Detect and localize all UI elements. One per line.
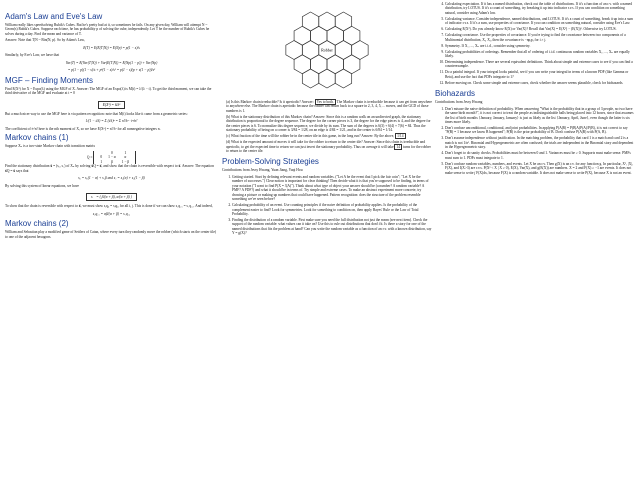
hex-tile bbox=[319, 69, 335, 88]
markov1-question: Find the stationary distribution s⃗ = (s₀, s₁) of Xₙ by solving s⃗Q = s⃗, and show that the chain is reversible with respect to s⃗. Answer: The equation s⃗Q = s⃗ says that bbox=[5, 164, 214, 173]
hex-tile bbox=[294, 55, 310, 74]
pss-item: 8. Symmetry. If X₁, ..., Xₙ are i.i.d., consider using symmetry. bbox=[445, 44, 634, 48]
hex-tile bbox=[302, 41, 318, 60]
markov2-intro: William and Sebastian play a modified game of Settlers of Catan, where every turn they randomly move the robber (which starts on the center tile) to one of the adjacent hexagons. bbox=[5, 230, 217, 239]
pss-item: 2. Calculating probability of an event. Use counting principles if the naive definition of probability applies. Is the probability of the complement easier to find? Look for symmetries. Look for something to condition on, then apply Bayes' Rule or the Law of Total Probability. bbox=[232, 203, 432, 216]
question-d-text: (d) What is the expected amount of moves it will take for the robber to return to the center tile? Answer: Since this chain is irreducible and aperiodic, to get the expected time to return we can just invert the stationary probability. Thus on average it will take bbox=[226, 140, 426, 149]
catan-hex-board bbox=[222, 0, 432, 100]
bio-list bbox=[435, 107, 634, 175]
pss-item: 6. Calculating E(X²). Do you already know E(X) or Var(X)? Recall that Var(X) = E(X²) − (E(X))². Otherwise try LOTUS. bbox=[445, 27, 634, 31]
question-d-rest: turns for the robber to return to the center tile. bbox=[226, 144, 431, 154]
question-a-text: (a) Is this Markov chain irreducible? Is it aperiodic? Answer: bbox=[226, 100, 314, 104]
question-c-boxed: 1/14 bbox=[397, 134, 404, 139]
question-d-boxed: 14 bbox=[396, 144, 401, 149]
markov1-stationary: s⃗ = ( β/(α + β), α/(α + β) ) bbox=[86, 193, 137, 201]
markov1-reversible: To show that the chain is reversible with respect to s⃗, we must show sᵢqᵢⱼ = sⱼqⱼᵢ for all i, j. This is done if we can show s₀q₀₁ = s₁q₁₀. And indeed, bbox=[5, 204, 213, 209]
column-left bbox=[5, 0, 218, 241]
adams-equation-mean: E(T) = E(E(T|N)) = E(Np) = p(1 − s)/s bbox=[83, 45, 140, 50]
bio-item: 4. Don't forget to do sanity checks. Probabilities must be between 0 and 1. Variances must be ≥ 0. Supports must make sense. PMFs must sum to 1. PDFs must integrate to 1. bbox=[445, 151, 634, 160]
adams-answer: Answer: Note that T|N ~ Bin(N, p). So by Adam's Law, bbox=[5, 38, 85, 43]
pss-item: 7. Calculating covariance. Use the properties of covariance. If you're trying to find the covariance between two components of a Multinomial distribution, Xᵢ, Xⱼ, then the covariance is −npᵢpⱼ for i ≠ j. bbox=[445, 33, 634, 42]
hex-tile bbox=[343, 55, 359, 74]
bio-item: 5. Don't confuse random variables, numbers, and events. Let X be an r.v. Then g(X) is an r.v. for any function g. In particular, X², |X|, F(X), and I(X>3) are r.v.s. P(X² < X | X ≥ 0), E(X), Var(X), and g(E(X)) are numbers. X = 2 and F(X) ≥ −1 are events. It does not make sense to write ∫ F(X)dx, because F(X) is a random variable. It does not make sense to write P(X), because X is not an event. bbox=[445, 162, 634, 175]
section-title-markov2: Markov chains (2) bbox=[5, 219, 69, 229]
column-middle bbox=[222, 0, 432, 237]
question-a-boxed: Yes to both. bbox=[316, 100, 334, 104]
transition-matrix bbox=[5, 151, 218, 164]
hex-tile bbox=[335, 69, 351, 88]
pss-item: 12. Before moving on. Check some simple and extreme cases, check whether the answer seems plausible, check for biohazards. bbox=[445, 81, 634, 85]
pss-contributors: Contributions from Jessy Hwang, Yuan Jiang, Yuqi Hou bbox=[222, 168, 303, 173]
mgf-boxed-result: E(X³) = 6/λ³ bbox=[98, 101, 126, 109]
hex-tile bbox=[311, 26, 327, 45]
column-right bbox=[435, 0, 634, 177]
markov1-intro: Suppose Xₙ is a two-state Markov chain with transition matrix bbox=[5, 144, 96, 149]
matrix-table bbox=[93, 151, 136, 164]
markov1-solve: By solving this system of linear equations, we have bbox=[5, 183, 79, 188]
eve-equation-1: Var(T) = E(Var(T|N)) + Var(E(T|N)) = E(Np(1 − p)) + Var(Np) bbox=[65, 60, 158, 65]
section-title-adams: Adam's Law and Eve's Law bbox=[5, 12, 103, 21]
question-c-text: (c) What fraction of the time will the robber be in the center tile in this game, in the long run? Answer: By the above, bbox=[226, 134, 395, 139]
question-c bbox=[226, 134, 432, 138]
section-title-mgf: MGF – Finding Moments bbox=[5, 75, 94, 85]
matrix-col-header: 1 bbox=[124, 150, 127, 155]
matrix-cell: 1 − α bbox=[108, 155, 116, 160]
markov1-detailed-balance: s₀q₀₁ = αβ/(α + β) = s₁q₁₀ bbox=[92, 211, 131, 216]
pss-item: 5. Calculating variance. Consider independence, named distributions, and LOTUS. If it's a count of something, break it up into a sum of indicator r.v.s. If it's a sum, use properties of covariance. If you can condition on something natural, consider using Eve's Law. bbox=[445, 17, 634, 26]
hex-tile bbox=[335, 12, 351, 31]
hex-tile bbox=[294, 26, 310, 45]
question-b bbox=[226, 115, 432, 133]
matrix-cell: β bbox=[110, 159, 113, 164]
hex-tile bbox=[327, 55, 343, 74]
bio-item: 2. Don't confuse unconditional, conditional, and joint probabilities. In applying P(A|B) = P(B|A)P(A)/P(B), it is not correct to say "P(B) = 1 because we know B happened"; P(B) is the prior probability of B. Don't confuse P(A|B) with P(A, B). bbox=[445, 126, 634, 135]
section-title-markov1: Markov chains (1) bbox=[5, 133, 69, 143]
question-a bbox=[226, 100, 432, 113]
hex-tile bbox=[335, 41, 351, 60]
pss-item: 1. Getting started. Start by defining relevant events and random variables. ("Let A be the event that I pick the fair coin"; "Let X be the number of successes.") Clear notion is important for clear thinking! Then decide what it is that you're supposed to be finding, in terms of your notation ("I want to find P(X = 3|A)"). Think about what type of object your answer should be (a number? A random variable? A PMF? A PDF?) and what it should be in terms of. Try simple and extreme cases. To make an abstract experiment more concrete, try drawing a picture or making up numbers that could have happened. Pattern recognition: does the structure of the problem resemble something we've seen before? bbox=[232, 175, 432, 202]
matrix-cell: α bbox=[124, 155, 127, 160]
adams-problem: William really likes speedsolving Rubik's Cubes. But he's pretty bad at it, so sometimes he fails. On any given day, William will attempt N ~ Geom(s) Rubik's Cubes. Suppose each time, he has probability p of solving the cube, independently. Let T be the number of Rubik's Cubes he solves during a day. Find the mean and variance of T. bbox=[5, 23, 210, 36]
bio-item: 3. Don't assume independence without justification. In the matching problem, the probability that card 1 is a match and card 2 is a match is not 1/n². Binomial and Hypergeometric are often confused; the trials are independent in the Binomial story and dependent in the Hypergeometric story. bbox=[445, 136, 634, 149]
pss-item: 4. Calculating expectation. If it has a named distribution, check out the table of distributions. If it's a function of an r.v. with a named distribution, try LOTUS. If it's a count of something, try breaking it up into indicator r.v.s. If you can condition on something natural, consider using Adam's law. bbox=[445, 2, 634, 15]
matrix-row-header: 1 bbox=[100, 159, 103, 164]
pss-item: 3. Finding the distribution of a random variable. First make sure you need the full distribution not just the mean (see next item). Check the support of the random variable: what values can it take on? Use this to rule out distributions that don't fit. Is there a story for one of the named distributions that fits the problem at hand? Can you write the random variable as a function of an r.v. with a known distribution, say Y = g(X)? bbox=[232, 218, 432, 236]
section-title-pss: Problem-Solving Strategies bbox=[222, 157, 319, 167]
hex-tile bbox=[302, 12, 318, 31]
pss-list bbox=[222, 175, 432, 236]
pss-item: 9. Calculating probabilities of orderings. Remember that all n! ordering of i.i.d. continuous random variables X₁, ..., Xₙ are equally likely. bbox=[445, 50, 634, 59]
hex-tile bbox=[311, 55, 327, 74]
hex-tile bbox=[286, 41, 302, 60]
mgf-geometric-series: 1/(1 − t/λ) = Σ (t/λ)ⁿ = Σ n!/λⁿ · tⁿ/n! bbox=[85, 119, 138, 124]
pss-item: 11. Do a painful integral. If your integral looks painful, see if you can write your integral in terms of a known PDF (like Gamma or Beta), and use the fact that PDFs integrate to 1? bbox=[445, 70, 634, 79]
adams-eve-intro: Similarly, by Eve's Law, we have that bbox=[5, 53, 60, 58]
matrix-row-header: 0 bbox=[100, 155, 103, 160]
hex-tile bbox=[352, 41, 368, 60]
mgf-problem: Find E(X³) for X ~ Expo(λ) using the MGF of X. Answer: The MGF of an Expo(λ) is M(t) = λ/(λ − t). To get the third moment, we can take the third derivative of the MGF and evaluate at t = 0 bbox=[5, 86, 212, 96]
robber-label: Robber bbox=[321, 47, 333, 53]
mgf-conclusion: The coefficient of tⁿ/n! here is the nth moment of X, so we have E(Xⁿ) = n!/λⁿ for all nonnegative integers n. bbox=[5, 126, 161, 131]
matrix-cell: 1 − β bbox=[121, 159, 130, 164]
hex-tile bbox=[319, 12, 335, 31]
hex-tile bbox=[302, 69, 318, 88]
question-b-text: (b) What is the stationary distribution of this Markov chain? Answer: Since this is a random walk on an undirected graph, the stationary distribution is proportional to the degree sequence. The degree for the corner pieces is 3, the degree for the edge pieces is 4, and the degree for the center pieces is 6. To normalize this degree sequence, we divide by its sum. The sum of the degrees is 6(3) + 6(4) + 7(6) = 84. Thus the stationary probability of being on a corner is 3/84 = 1/28, on an edge is 4/84 = 1/21, and in the center is 6/84 = 1/14. bbox=[226, 114, 431, 133]
matrix-col-header: 0 bbox=[110, 150, 113, 155]
eve-equation-2: = p(1 − p)(1 − s)/s + p²(1 − s)/s² = p(1 − s)(p + s(1 − p))/s² bbox=[67, 68, 156, 73]
hex-tile bbox=[343, 26, 359, 45]
pss-item: 10. Determining independence. There are several equivalent definitions. Think about simple and extreme cases to see if you can find a counterexample. bbox=[445, 60, 634, 69]
mgf-pattern: But a much nicer way to use the MGF here is via pattern recognition: note that M(t) looks like it came from a geometric series: bbox=[5, 111, 188, 116]
pss-list-continued bbox=[435, 2, 634, 85]
bio-item: 1. Don't misuse the naive definition of probability. When answering "What is the probability that in a group of 3 people, no two have the same birth month?", it is not correct to treat the people as indistinguishable balls being placed into 12 boxes, since that assumes the list of birth months {January, January, January} is just as likely as the list {January, April, June}, even though the latter is six times more likely. bbox=[445, 107, 634, 125]
markov1-equation-system: s₀ = s₀(1 − α) + s₁β and s₁ = s₀(α) + s₀(1 − β) bbox=[78, 176, 145, 181]
section-title-biohazards: Biohazards bbox=[435, 89, 476, 99]
question-d bbox=[226, 140, 432, 153]
hex-tile bbox=[327, 26, 343, 45]
matrix-label: Q = bbox=[86, 155, 93, 160]
hex-grid-diagram bbox=[277, 0, 377, 100]
question-a-rest: The Markov chain is irreducible because it can get from anywhere to anywhere else. The Markov chain is aperiodic because the robber can return back to a square in 2, 3, 4, 5, ... moves, and the GCD of those numbers is 1. bbox=[226, 100, 432, 113]
bio-contributors: Contributions from Jessy Hwang bbox=[435, 100, 483, 105]
